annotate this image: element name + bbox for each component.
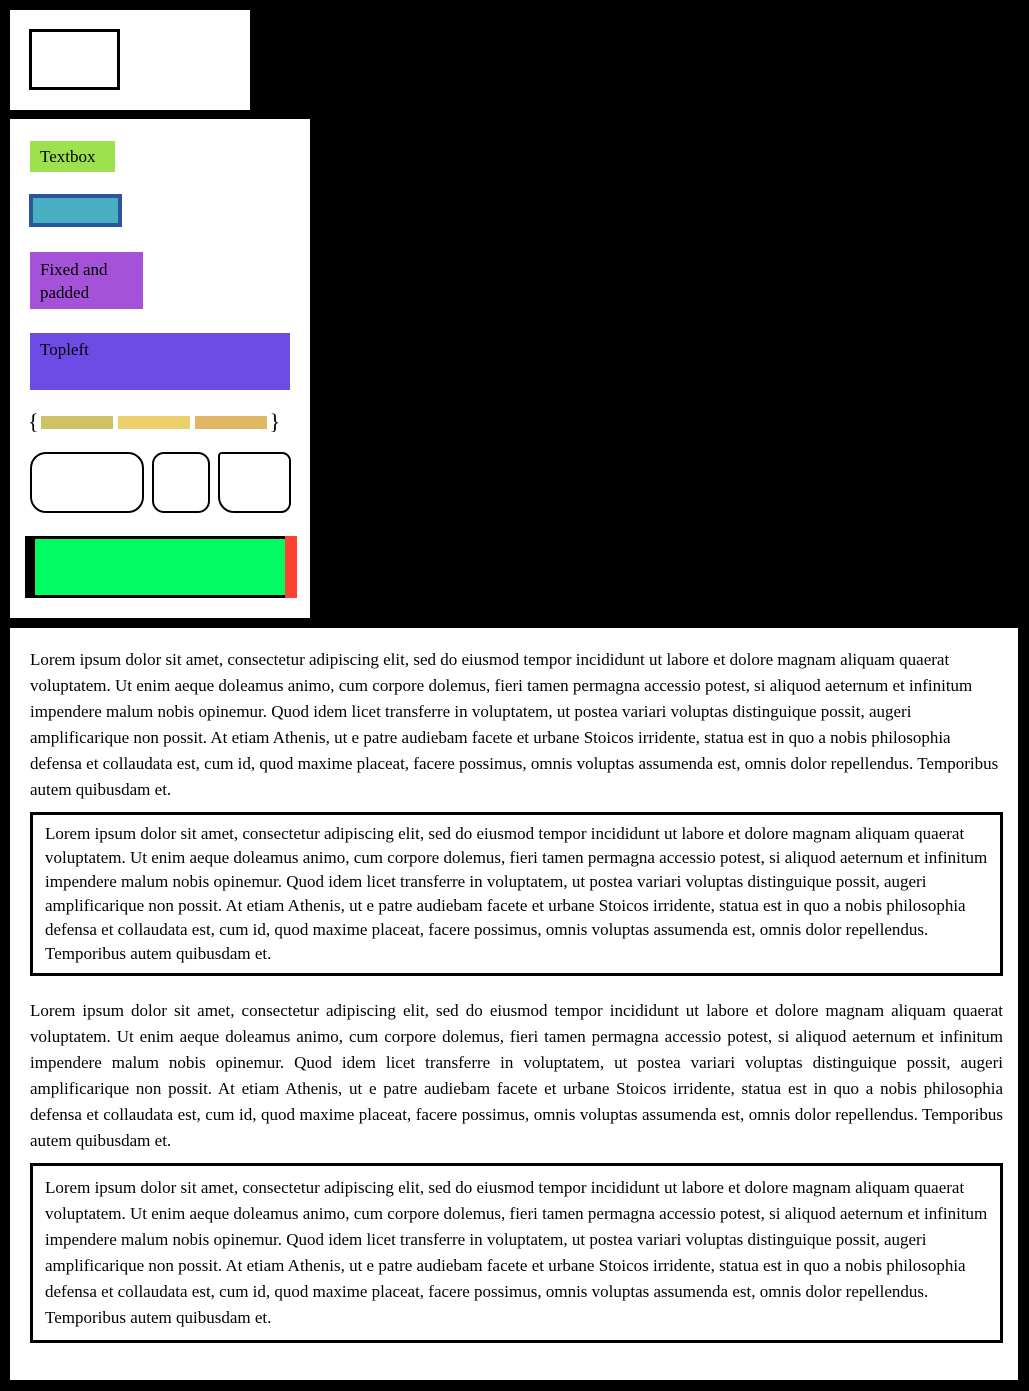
open-brace-text: { xyxy=(28,409,39,434)
textbox-widget[interactable] xyxy=(30,141,115,172)
close-brace-text: } xyxy=(269,409,281,434)
document-panel xyxy=(10,628,1018,1380)
progress-gauge-fill xyxy=(35,539,285,595)
brace-bar-3 xyxy=(195,416,267,429)
fixed-padded-box xyxy=(30,252,143,309)
progress-gauge xyxy=(25,536,297,598)
rounded-box-mixed-corners xyxy=(218,452,291,513)
paragraph-justified: Lorem ipsum dolor sit amet, consectetur adipiscing elit, sed do eiusmod tempor incididunt ut labore et dolore magnam aliquam quaerat voluptatem. Ut enim aeque doleamus animo, cum corpore dolemus, fieri tamen permagna accessio potest, si aliquod aeternum et infinitum impendere malum nobis opinemur. Quod idem licet transferre in voluptatem, ut postea variari voluptas distinguique possit, augeri amplificarique non possit. At etiam Athenis, ut e patre audiebam facete et urbane Stoicos irridente, statua est in quo a nobis philosophia defensa et collaudata est, cum id, quod maxime placeat, facere possimus, omnis voluptas assumenda est, omnis dolor repellendus. Temporibus autem quibusdam et. xyxy=(30,1001,1003,1150)
topleft-label: Topleft xyxy=(40,340,89,359)
paragraph-boxed-1: Lorem ipsum dolor sit amet, consectetur adipiscing elit, sed do eiusmod tempor incididunt ut labore et dolore magnam aliquam quaerat voluptatem. Ut enim aeque doleamus animo, cum corpore dolemus, fieri tamen permagna accessio potest, si aliquod aeternum et infinitum impendere malum nobis opinemur. Quod idem licet transferre in voluptatem, ut postea variari voluptas distinguique possit, augeri amplificarique non possit. At etiam Athenis, ut e patre audiebam facete et urbane Stoicos irridente, statua est in quo a nobis philosophia defensa et collaudata est, cum id, quod maxime placeat, facere possimus, omnis voluptas assumenda est, omnis dolor repellendus. Temporibus autem quibusdam et. xyxy=(30,812,1003,976)
brace-row xyxy=(28,409,280,435)
mini-window-panel xyxy=(10,10,250,110)
progress-gauge-tip xyxy=(285,536,297,598)
bordered-input-box[interactable] xyxy=(29,194,122,227)
outlined-box xyxy=(29,29,120,90)
rounded-box-small xyxy=(152,452,210,513)
topleft-box xyxy=(30,333,290,390)
fixed-padded-label: Fixed and padded xyxy=(40,260,108,302)
paragraph-plain-1: Lorem ipsum dolor sit amet, consectetur adipiscing elit, sed do eiusmod tempor incididunt ut labore et dolore magnam aliquam quaerat voluptatem. Ut enim aeque doleamus animo, cum corpore dolemus, fieri tamen permagna accessio potest, si aliquod aeternum et infinitum impendere malum nobis opinemur. Quod idem licet transferre in voluptatem, ut postea variari voluptas distinguique possit, augeri amplificarique non possit. At etiam Athenis, ut e patre audiebam facete et urbane Stoicos irridente, statua est in quo a nobis philosophia defensa et collaudata est, cum id, quod maxime placeat, facere possimus, omnis voluptas assumenda est, omnis dolor repellendus. Temporibus autem quibusdam et. xyxy=(30,650,999,799)
rounded-box-large xyxy=(30,452,144,513)
widget-panel xyxy=(10,119,310,618)
brace-bar-1 xyxy=(41,416,113,429)
textbox-label: Textbox xyxy=(40,146,96,166)
brace-bar-2 xyxy=(118,416,190,429)
paragraph-boxed-2: Lorem ipsum dolor sit amet, consectetur adipiscing elit, sed do eiusmod tempor incididunt ut labore et dolore magnam aliquam quaerat voluptatem. Ut enim aeque doleamus animo, cum corpore dolemus, fieri tamen permagna accessio potest, si aliquod aeternum et infinitum impendere malum nobis opinemur. Quod idem licet transferre in voluptatem, ut postea variari voluptas distinguique possit, augeri amplificarique non possit. At etiam Athenis, ut e patre audiebam facete et urbane Stoicos irridente, statua est in quo a nobis philosophia defensa et collaudata est, cum id, quod maxime placeat, facere possimus, omnis voluptas assumenda est, omnis dolor repellendus. Temporibus autem quibusdam et. xyxy=(30,1163,1003,1343)
